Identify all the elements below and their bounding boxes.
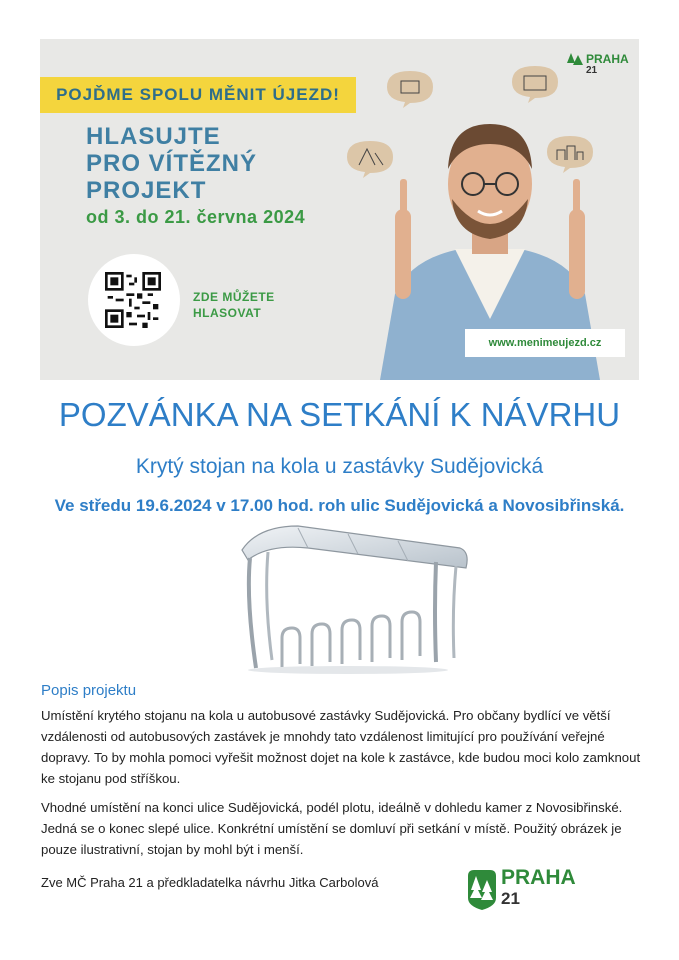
description-paragraph-2: Vhodné umístění na konci ulice Sudějovická, podél plotu, ideálně v dohledu kamer z Novosibřinské. Jedná se o konec slepé ulice. Konkrétní umístění se domluví při setkání v místě. Použitý obrázek je pouze ilustrativní, stojan by mohl být i menší. (41, 800, 623, 857)
slide-bubble-icon (345, 139, 395, 179)
meeting-info: Ve středu 19.6.2024 v 17.00 hod. roh ulic Sudějovická a Novosibřinská. (54, 496, 625, 515)
page-subtitle: Krytý stojan na kola u zastávky Sudějovická (135, 455, 544, 478)
banner-logo-number: 21 (586, 65, 598, 76)
vote-here-label: ZDE MŮŽETE HLASOVAT (193, 290, 275, 320)
website-link[interactable]: www.menimeujezd.cz (465, 329, 625, 357)
qr-code-icon[interactable] (105, 272, 161, 328)
invitation-footer: Zve MČ Praha 21 a předkladatelka návrhu Jitka Carbolová (41, 875, 379, 890)
banner-tagline: POJĎME SPOLU MĚNIT ÚJEZD! (40, 77, 356, 113)
campaign-banner (40, 39, 639, 380)
city-bubble-icon (545, 134, 595, 174)
footer-logo-number: 21 (501, 889, 520, 908)
praha21-banner-logo (567, 53, 629, 77)
footer-logo-name: PRAHA (501, 866, 576, 889)
page-title: POZVÁNKA NA SETKÁNÍ K NÁVRHU (58, 396, 621, 433)
playground-bubble-icon (385, 69, 435, 109)
trees-icon (467, 868, 497, 910)
section-heading: Popis projektu (41, 682, 137, 699)
bike-shelter-image (238, 520, 470, 675)
praha21-logo (467, 868, 576, 910)
trees-icon (567, 53, 583, 67)
banner-dates: od 3. do 21. června 2024 (86, 207, 306, 227)
description-paragraph-1: Umístění krytého stojanu na kola u autobusové zastávky Sudějovická. Pro občany bydlící ve větší vzdálenosti od autobusových zastávek je mnohdy tato vzdálenost limitující pro používání veřejné dopravy. To by mohla pomoci vyřešit možnost dojet na kole k zastávce, kde budou moci kolo zamknout ke stojanu pod stříškou. (41, 708, 641, 786)
bus-stop-bubble-icon (510, 64, 560, 104)
banner-headline: HLASUJTE PRO VÍTĚZNÝ PROJEKT (86, 123, 258, 204)
banner-logo-name: PRAHA (586, 52, 629, 66)
